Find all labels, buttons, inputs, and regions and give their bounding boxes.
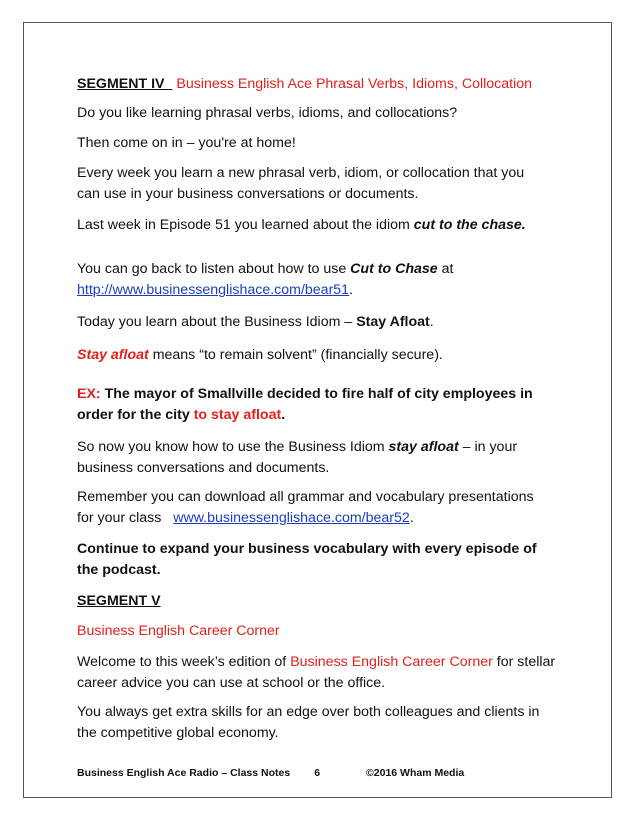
- today-paragraph: Today you learn about the Business Idiom – Stay Afloat.: [77, 314, 434, 330]
- remember-paragraph: Remember you can download all grammar and vocabulary presentations for your class www.businessenglishace.com/bear52.: [77, 489, 538, 526]
- career-welcome-paragraph: Welcome to this week’s edition of Business English Career Corner for stellar career advice you can use at school or the office.: [77, 654, 556, 691]
- idiom-cut-to-the-chase: cut to the chase.: [413, 217, 526, 233]
- segment-5-title: Business English Career Corner: [77, 623, 280, 639]
- bear52-link[interactable]: www.businessenglishace.com/bear52: [173, 510, 410, 526]
- continue-paragraph: Continue to expand your business vocabulary with every episode of the podcast.: [77, 541, 537, 578]
- welcome-paragraph: Then come on in – you're at home!: [77, 135, 296, 151]
- idiom-stay-afloat: Stay Afloat: [356, 314, 430, 330]
- career-corner-name: Business English Career Corner: [290, 654, 493, 670]
- page-footer: [77, 767, 464, 779]
- page-number: 6: [314, 767, 321, 779]
- segment-4-heading: SEGMENT IV: [77, 76, 165, 92]
- definition-idiom: Stay afloat: [77, 347, 149, 363]
- skills-paragraph: You always get extra skills for an edge over both colleagues and clients in the competitive global economy.: [77, 704, 540, 741]
- segment-4-heading-line: [77, 74, 532, 95]
- definition-paragraph: Stay afloat means “to remain solvent” (financially secure).: [77, 347, 443, 363]
- go-back-paragraph: You can go back to listen about how to use Cut to Chase at http://www.businessenglishace.com/bear51.: [77, 261, 454, 298]
- weekly-paragraph: Every week you learn a new phrasal verb, idiom, or collocation that you can use in your business conversations or documents.: [77, 165, 525, 202]
- example-label: EX:: [77, 386, 101, 402]
- idiom-cut-to-chase: Cut to Chase: [350, 261, 438, 277]
- idiom-stay-afloat-usage: stay afloat: [388, 439, 459, 455]
- intro-paragraph: Do you like learning phrasal verbs, idioms, and collocations?: [77, 105, 458, 121]
- footer-copyright: ©2016 Wham Media: [366, 767, 465, 779]
- segment-5-heading: SEGMENT V: [77, 593, 161, 609]
- last-week-paragraph: Last week in Episode 51 you learned about the idiom cut to the chase.: [77, 217, 526, 233]
- segment-4-title: Business English Ace Phrasal Verbs, Idioms, Collocation: [176, 76, 533, 92]
- example-paragraph: EX: The mayor of Smallville decided to fire half of city employees in order for the city to stay afloat.: [77, 386, 533, 423]
- bear51-link[interactable]: http://www.businessenglishace.com/bear51: [77, 282, 350, 298]
- example-highlight: to stay afloat: [193, 407, 282, 423]
- footer-title: Business English Ace Radio – Class Notes: [77, 767, 291, 779]
- so-now-paragraph: So now you know how to use the Business Idiom stay afloat – in your business conversations and documents.: [77, 439, 518, 476]
